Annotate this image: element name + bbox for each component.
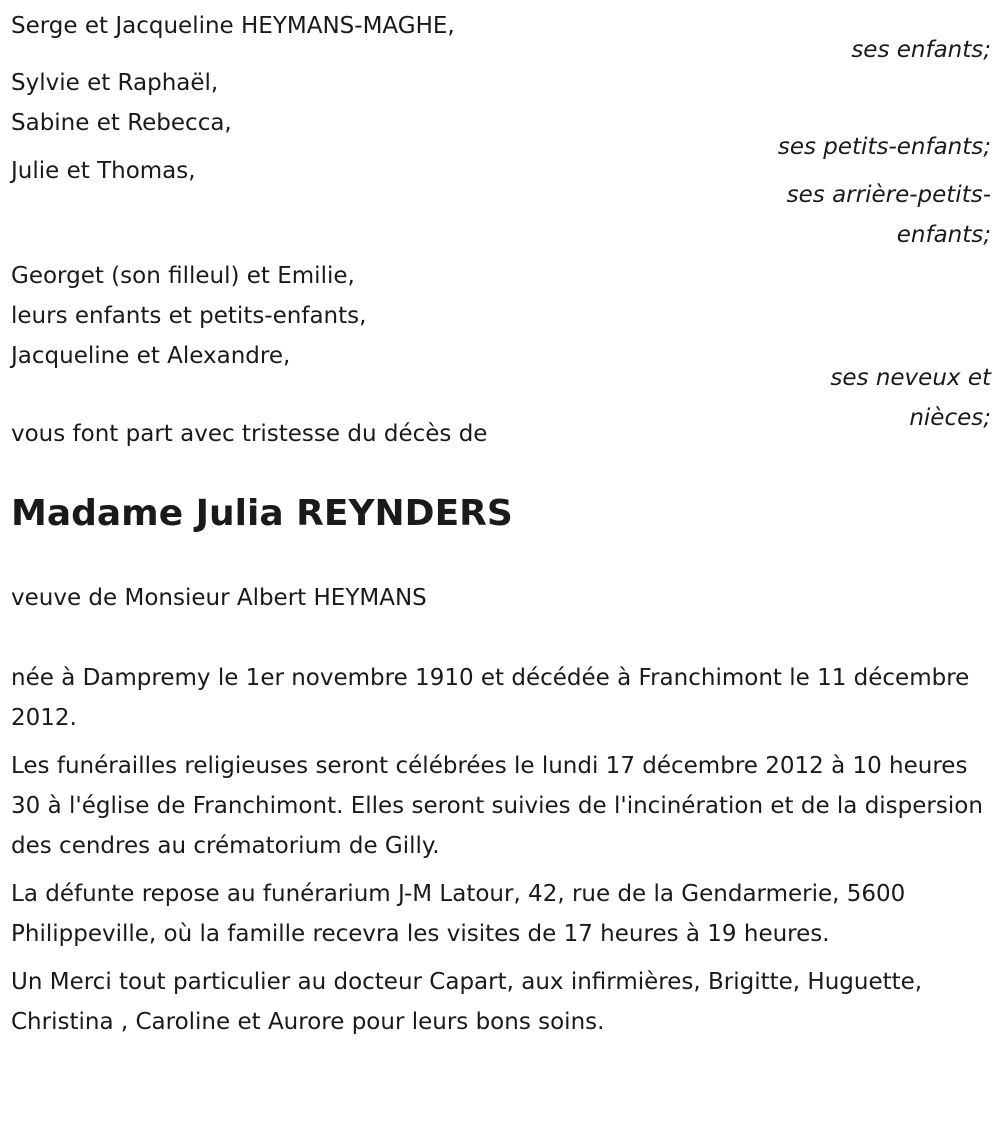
nephews-role-1: ses neveux et xyxy=(830,365,991,391)
deceased-name: Madame Julia REYNDERS xyxy=(11,493,513,534)
great-grandchildren-role-2: enfants; xyxy=(896,222,991,248)
nephews-line-1: Georget (son filleul) et Emilie, xyxy=(11,263,355,289)
funeral-paragraph: Les funérailles religieuses seront célébrées le lundi 17 décembre 2012 à 10 heures 30 à l'église de Franchimont. Elles seront suivies de l'incinération et de la dispersion des cendres au crématorium de Gilly. xyxy=(11,753,983,859)
great-grandchildren-names: Julie et Thomas, xyxy=(11,158,196,184)
great-grandchildren-role-1: ses arrière-petits- xyxy=(786,182,991,208)
grandchildren-line-2: Sabine et Rebecca, xyxy=(11,110,232,136)
children-names: Serge et Jacqueline HEYMANS-MAGHE, xyxy=(11,13,455,39)
grandchildren-line-1: Sylvie et Raphaël, xyxy=(11,70,219,96)
nephews-role-2: nièces; xyxy=(909,405,991,431)
children-role: ses enfants; xyxy=(851,37,991,63)
thanks-paragraph: Un Merci tout particulier au docteur Capart, aux infirmières, Brigitte, Huguette, Christina , Caroline et Aurore pour leurs bons soins. xyxy=(11,969,923,1035)
grandchildren-role: ses petits-enfants; xyxy=(777,134,991,160)
obituary-notice xyxy=(11,6,991,1042)
nephews-line-2: leurs enfants et petits-enfants, xyxy=(11,303,367,329)
visitation-paragraph: La défunte repose au funérarium J-M Latour, 42, rue de la Gendarmerie, 5600 Philippeville, où la famille recevra les visites de 17 heures à 19 heures. xyxy=(11,881,906,947)
widow-of: veuve de Monsieur Albert HEYMANS xyxy=(11,585,427,611)
nephews-line-3: Jacqueline et Alexandre, xyxy=(11,343,291,369)
birth-death-paragraph: née à Dampremy le 1er novembre 1910 et décédée à Franchimont le 11 décembre 2012. xyxy=(11,665,970,731)
announcement: vous font part avec tristesse du décès de xyxy=(11,421,488,447)
